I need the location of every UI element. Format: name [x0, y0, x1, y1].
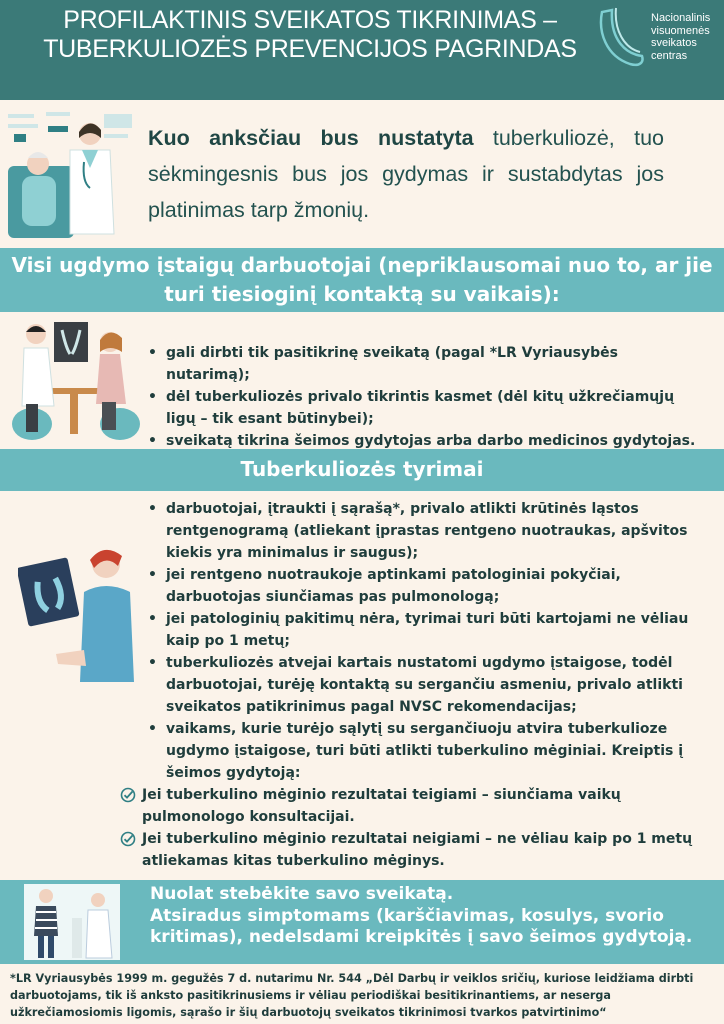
section1-heading: Visi ugdymo įstaigų darbuotojai (nepriklausomai nuo to, ar jie turi tiesioginį kontaktą su vaikais): — [0, 248, 724, 312]
bottom-line2: Atsiradus simptomams (karščiavimas, kosulys, svorio kritimas), nedelsdami kreipkitės į savo šeimos gydytoją. — [150, 905, 693, 947]
check-item — [120, 784, 710, 828]
list-item: • jei patologinių pakitimų nėra, tyrimai turi būti kartojami ne vėliau kaip po 1 metų; — [146, 608, 706, 652]
list-item: • vaikams, kurie turėjo sąlytį su sergančiuoju atvira tuberkulioze ugdymo įstaigose, turi būti atlikti tuberkulino mėginiai. Kreiptis į šeimos gydytoją: — [146, 718, 706, 784]
logo-line: centras — [651, 49, 688, 62]
bottom-message — [150, 884, 710, 949]
logo-line: Nacionalinis — [651, 12, 711, 24]
list-item: • sveikatą tikrina šeimos gydytojas arba darbo medicinos gydytojas. — [146, 430, 706, 452]
logo-line: visuomenės — [651, 24, 710, 37]
check-circle-icon — [120, 831, 136, 847]
doctor-patient-illustration — [4, 108, 136, 240]
section2-list — [146, 498, 706, 784]
section1-list — [146, 342, 706, 452]
check-item — [120, 828, 710, 872]
intro-bold: Kuo anksčiau bus nustatyta — [148, 126, 474, 150]
bottom-line1: Nuolat stebėkite savo sveikatą. — [150, 884, 454, 904]
check-list — [120, 784, 710, 872]
nvsc-logo-text — [651, 12, 710, 62]
check-item-text: Jei tuberkulino mėginio rezultatai neigiami – ne vėliau kaip po 1 metų atliekamas kitas tuberkulino mėginys. — [142, 831, 693, 869]
list-item: • dėl tuberkuliozės privalo tikrintis kasmet (dėl kitų užkrečiamųjų ligų – tik esant būtinybei); — [146, 386, 706, 430]
footnote: *LR Vyriausybės 1999 m. gegužės 7 d. nutarimu Nr. 544 „Dėl Darbų ir veiklos sričių, kuriose leidžiama dirbti darbuotojams, tik iš anksto pasitikrinusiems ir vėliau periodiškai besitikrinantiems, ar neserga užkrečiamosiomis ligomis, sąrašo ir šių darbuotojų sveikatos tikrinimosi tvarkos patvirtinimo“ — [10, 972, 694, 1019]
doctor-visit-illustration — [24, 884, 120, 960]
xray-doctor-illustration — [18, 540, 140, 682]
list-item: • jei rentgeno nuotraukoje aptinkami patologiniai pokyčiai, darbuotojas siunčiamas pas pulmonologą; — [146, 564, 706, 608]
logo-line: sveikatos — [651, 37, 697, 49]
list-item: • darbuotojai, įtraukti į sąrašą*, privalo atlikti krūtinės ląstos rentgenogramą (atliekant įprastas rentgeno nuotraukas, apšvitos kiekis yra minimalus ir saugus); — [146, 498, 706, 564]
intro-statement — [148, 120, 664, 228]
nvsc-logo-icon — [596, 4, 646, 68]
check-circle-icon — [120, 787, 136, 803]
list-item: • tuberkuliozės atvejai kartais nustatomi ugdymo įstaigose, todėl darbuotojai, turėję kontaktą su sergančiu asmeniu, privalo atlikti sveikatos patikrinimus pagal NVSC rekomendacijas; — [146, 652, 706, 718]
consultation-illustration — [10, 318, 140, 444]
section2-heading: Tuberkuliozės tyrimai — [0, 449, 724, 491]
intro-rest: tuberkuliozė, tuo sėkmingesnis bus jos gydymas ir sustabdytas jos platinimas tarp žmonių. — [148, 126, 664, 222]
page-title: PROFILAKTINIS SVEIKATOS TIKRINIMAS – TUBERKULIOZĖS PREVENCIJOS PAGRINDAS — [43, 6, 577, 63]
check-item-text: Jei tuberkulino mėginio rezultatai teigiami – siunčiama vaikų pulmonologo konsultacijai. — [142, 787, 621, 825]
list-item: • gali dirbti tik pasitikrinę sveikatą (pagal *LR Vyriausybės nutarimą); — [146, 342, 706, 386]
